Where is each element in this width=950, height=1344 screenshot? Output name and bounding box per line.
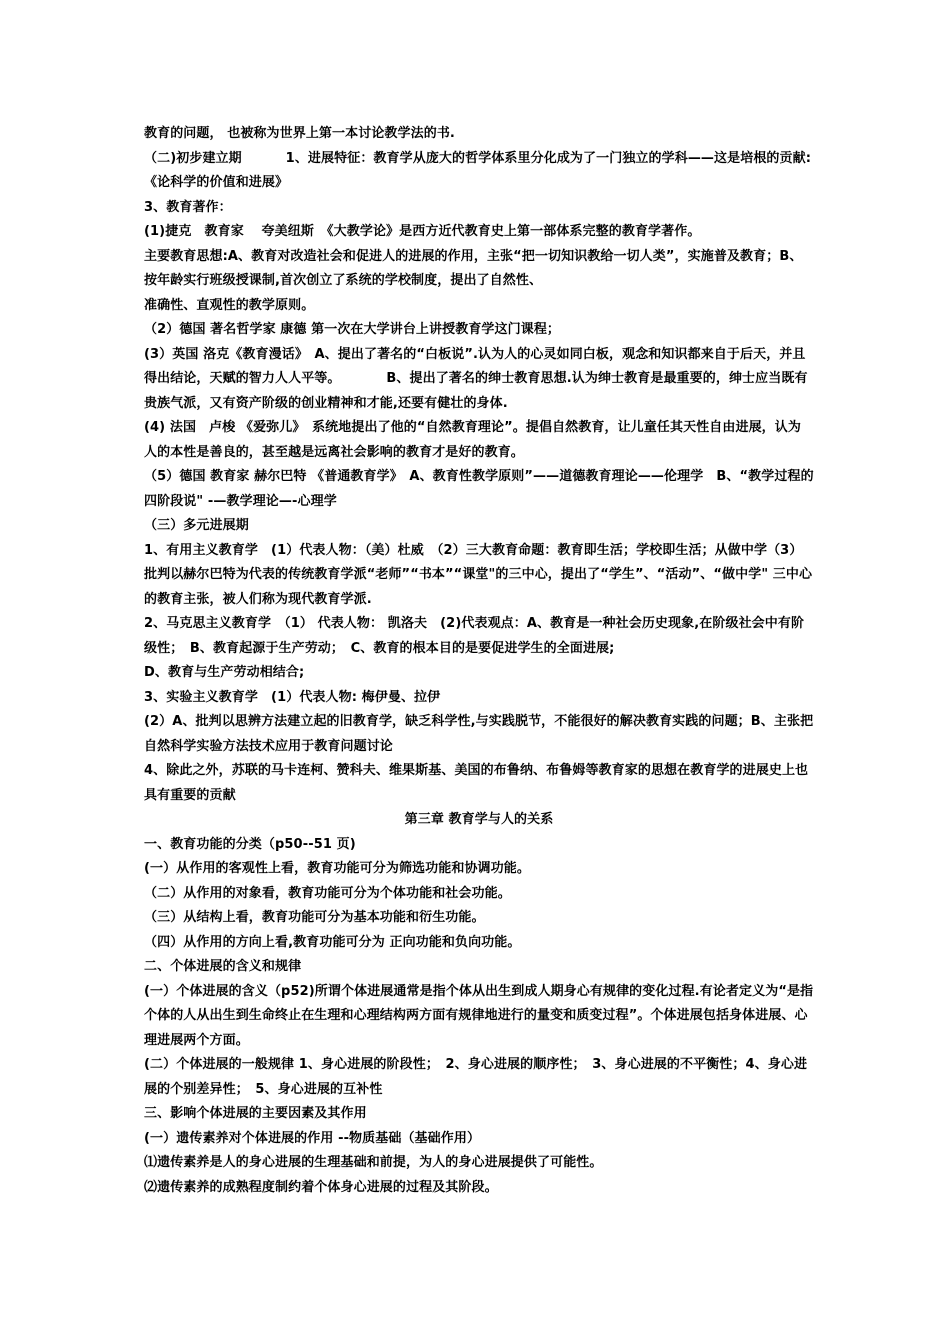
paragraph: D、教育与生产劳动相结合; <box>144 665 305 680</box>
text-line: 教育的问题， 也被称为世界上第一本讨论教学法的书. <box>144 126 455 141</box>
paragraph: 1、有用主义教育学 (1）代表人物：（美）杜威 （2）三大教育命题：教育即生活；学校即生活；从做中学（3）批判以赫尔巴特为代表的传统教育学派“老师”“书本”“课堂"的三中心，提出了“学生”、“活动”、“做中学" 三中心的教育主张，被人们称为现代教育学派. <box>144 542 813 607</box>
paragraph: （2）德国 著名哲学家 康德 第一次在大学讲台上讲授教育学这门课程； <box>144 322 561 337</box>
paragraph: (3）英国 洛克《教育漫话》 A、提出了著名的“白板说”.认为人的心灵如同白板，观念和知识都来自于后天，并且得出结论，天赋的智力人人平等。 B、提出了著名的绅士教育思想.认为绅士教育是最重要的，绅士应当既有贵族气派，又有资产阶级的创业精神和才能,还要有健壮的身体. <box>144 346 808 411</box>
paragraph: （二)初步建立期 1、进展特征：教育学从庞大的哲学体系里分化成为了一门独立的学科——这是培根的贡献:《论科学的价值和进展》 <box>144 150 812 190</box>
document-page <box>144 122 814 1200</box>
section-heading: 二、个体进展的含义和规律 <box>144 959 302 974</box>
paragraph: （二）从作用的对象看，教育功能可分为个体功能和社会功能。 <box>144 885 511 901</box>
paragraph: 2、马克思主义教育学 （1） 代表人物： 凯洛夫 (2)代表观点：A、教育是一种社会历史现象,在阶级社会中有阶级性； B、教育起源于生产劳动； C、教育的根本目的是要促进学生的全面进展; <box>144 616 805 656</box>
section-heading: 3、教育著作： <box>144 199 232 215</box>
paragraph: (一）从作用的客观性上看，教育功能可分为筛选功能和协调功能。 <box>144 861 530 876</box>
section-heading: 三、影响个体进展的主要因素及其作用 <box>144 1106 367 1121</box>
paragraph: 4、除此之外，苏联的马卡连柯、赞科夫、维果斯基、美国的布鲁纳、布鲁姆等教育家的思想在教育学的进展史上也具有重要的贡献 <box>144 763 809 803</box>
paragraph: 主要教育思想:A、教育对改造社会和促进人的进展的作用，主张“把一切知识教给一切人类”，实施普及教育；B、按年龄实行班级授课制,首次创立了系统的学校制度，提出了自然性、 <box>144 248 803 288</box>
paragraph: (二）个体进展的一般规律 1、身心进展的阶段性； 2、身心进展的顺序性； 3、身心进展的不平衡性；4、身心进展的个别差异性； 5、身心进展的互补性 <box>144 1057 808 1097</box>
paragraph: ⑵遗传素养的成熟程度制约着个体身心进展的过程及其阶段。 <box>144 1179 498 1195</box>
paragraph: (2）A、批判以思辨方法建立起的旧教育学，缺乏科学性,与实践脱节，不能很好的解决教育实践的问题；B、主张把自然科学实验方法技术应用于教育问题讨论 <box>144 714 814 754</box>
chapter-title: 第三章 教育学与人的关系 <box>404 812 554 827</box>
paragraph: （三）从结构上看，教育功能可分为基本功能和衍生功能。 <box>144 910 485 925</box>
section-heading: （三）多元进展期 <box>144 518 249 533</box>
paragraph: ⑴遗传素养是人的身心进展的生理基础和前提，为人的身心进展提供了可能性。 <box>144 1155 603 1170</box>
paragraph: (4) 法国 卢梭 《爱弥儿》 系统地提出了他的“自然教育理论”。提倡自然教育，让儿童任其天性自由进展，认为人的本性是善良的，甚至越是远离社会影响的教育才是好的教育。 <box>144 420 801 460</box>
paragraph: （5）德国 教育家 赫尔巴特 《普通教育学》 A、教育性教学原则”——道德教育理论——伦理学 B、“教学过程的四阶段说" -—教学理论—-心理学 <box>144 469 814 509</box>
paragraph: 3、实验主义教育学 (1）代表人物: 梅伊曼、拉伊 <box>144 689 441 705</box>
section-heading: 一、教育功能的分类（p50--51 页) <box>144 836 356 852</box>
paragraph: (一）遗传素养对个体进展的作用 --物质基础（基础作用） <box>144 1130 481 1146</box>
paragraph: (一）个体进展的含义（p52)所谓个体进展通常是指个体从出生到成人期身心有规律的变化过程.有论者定义为“是指个体的人从出生到生命终止在生理和心理结构两方面有规律地进行的量变和质变过程”。个体进展包括身体进展、心理进展两个方面。 <box>144 983 814 1048</box>
paragraph: （四）从作用的方向上看,教育功能可分为 正向功能和负向功能。 <box>144 934 521 950</box>
paragraph: (1)捷克 教育家 夸美纽斯 《大教学论》是西方近代教育史上第一部体系完整的教育学著作。 <box>144 224 701 239</box>
paragraph: 准确性、直观性的教学原则。 <box>144 297 315 313</box>
